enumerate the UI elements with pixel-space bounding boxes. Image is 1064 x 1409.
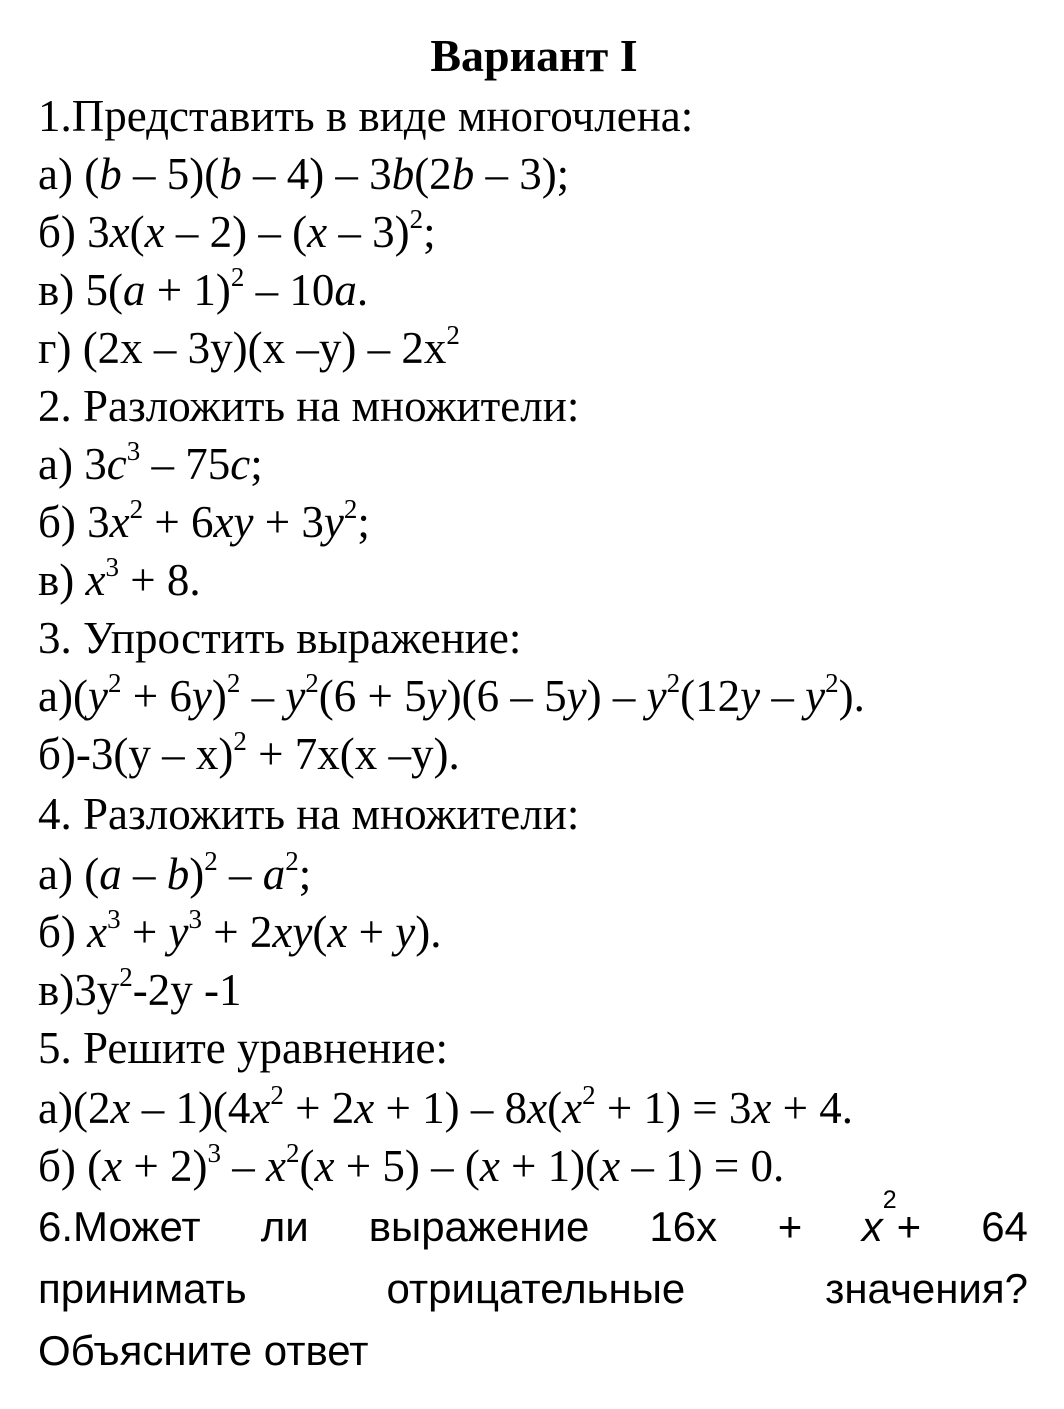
task-6-line-3 <box>38 1320 1028 1382</box>
task-6-line-2 <box>38 1258 1028 1320</box>
task-6-word: 6.Может <box>38 1203 201 1250</box>
task-6-word: значения? <box>825 1265 1028 1312</box>
task-1c: в) $5(a + 1)^2 - 10a$. <box>38 262 369 315</box>
task-6-word: принимать <box>38 1265 247 1312</box>
task-6-plus: + <box>777 1203 802 1250</box>
task-1-heading: 1.Представить в виде многочлена: <box>38 91 694 141</box>
task-6-word: 64 <box>981 1203 1028 1250</box>
task-6-x-squared: $x^2+$ <box>861 1186 922 1250</box>
task-6-word: отрицательные <box>386 1265 686 1312</box>
task-6-word: ли <box>260 1203 309 1250</box>
task-3-heading: 3. Упростить выражение: <box>38 613 522 663</box>
task-2-heading: 2. Разложить на множители: <box>38 381 580 431</box>
task-6-word: выражение <box>368 1203 590 1250</box>
task-3a: $а)(y^2 + 6y)^2 - y^2(6 + 5y)(6 - 5y) - y^2(12y - y^2)$. <box>38 668 865 721</box>
task-6-explain: Объясните ответ <box>38 1327 369 1374</box>
task-5b: б) $(x + 2)^3 - x^2(x + 5) - (x + 1)(x - 1) = 0$. <box>38 1138 785 1191</box>
task-1a: а) (b – 5)(b – 4) – 3b(2b – 3); <box>38 149 570 199</box>
task-2a: а) $3c^3 - 75c$; <box>38 436 263 489</box>
task-5a: $а)(2x - 1)(4x^2 + 2x + 1) - 8x(x^2 + 1) = 3x + 4$. <box>38 1080 853 1133</box>
variant-title: Вариант I <box>430 30 638 81</box>
task-6-line-1 <box>38 1186 1028 1258</box>
task-1b: б) 3x(x – 2) – (x – 3)$^2$; <box>38 204 436 257</box>
task-2b: б) $3x^2 + 6xy + 3y^2$; <box>38 494 370 547</box>
task-3b: б)-3(y – x)$^2$ + 7x(x –y). <box>38 726 460 779</box>
task-4b: б) $x^3 + y^3 + 2xy(x + y)$. <box>38 904 442 957</box>
task-5-heading: 5. Решите уравнение: <box>38 1023 448 1073</box>
task-1d: г) (2x – 3y)(x $-y) - 2x^2$ <box>38 320 460 373</box>
task-4a: а) $(a - b)^2 - a^2$; <box>38 846 312 899</box>
task-4-heading: 4. Разложить на множители: <box>38 789 580 839</box>
task-4c: $в)3y^2-2y$ -1 <box>38 962 242 1015</box>
task-6-word: 16x <box>649 1203 718 1250</box>
task-2c: в) $x^3 + 8$. <box>38 552 201 605</box>
